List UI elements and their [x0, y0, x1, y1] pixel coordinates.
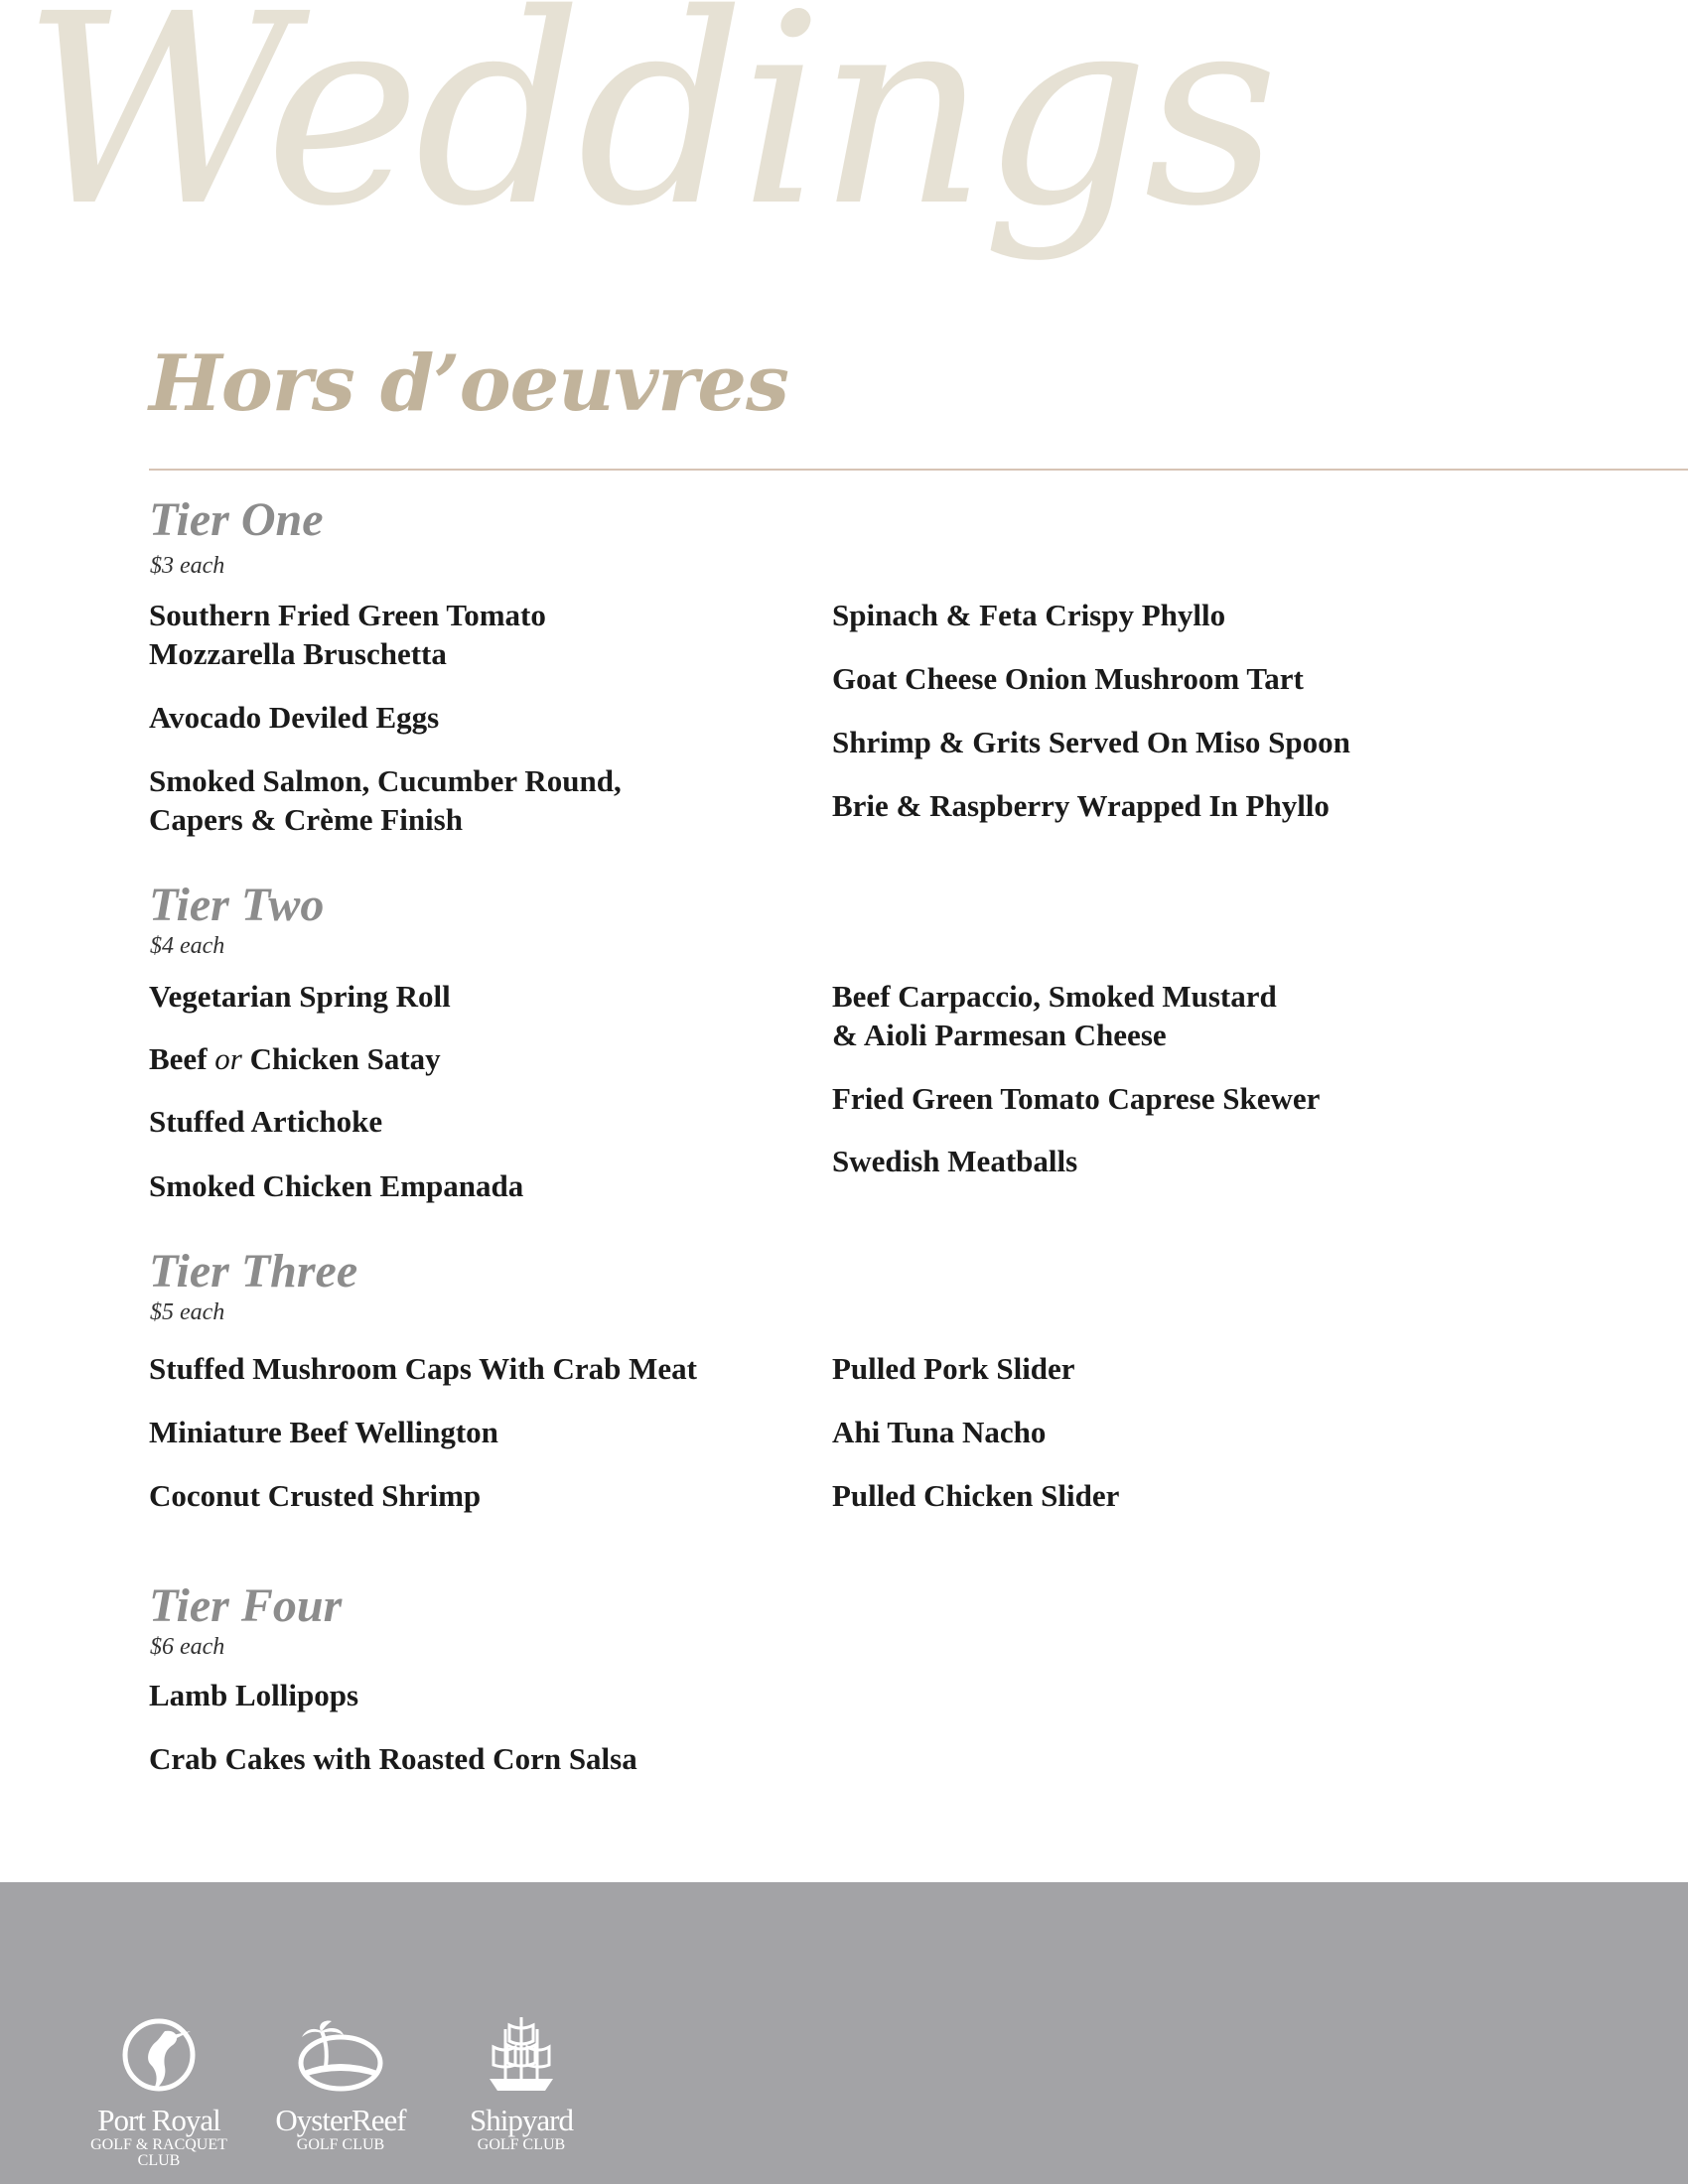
menu-item: Goat Cheese Onion Mushroom Tart	[832, 661, 1304, 696]
menu-item-conjunction: or	[214, 1041, 242, 1076]
menu-item-line: Capers & Crème Finish	[149, 802, 463, 837]
port-royal-logo	[74, 2011, 243, 2169]
palm-tree-icon	[296, 2011, 385, 2101]
logo-name: Port Royal	[97, 2103, 220, 2137]
menu-item: Coconut Crusted Shrimp	[149, 1478, 482, 1513]
menu-item: Stuffed Mushroom Caps With Crab Meat	[149, 1351, 698, 1386]
menu-item: Smoked Chicken Empanada	[149, 1168, 524, 1203]
tier-four-heading: Tier Four	[149, 1579, 343, 1632]
title-divider	[149, 469, 1688, 471]
heron-icon	[119, 2011, 199, 2101]
logo-name: Shipyard	[470, 2103, 573, 2137]
menu-item: Stuffed Artichoke	[149, 1104, 383, 1139]
menu-item: Vegetarian Spring Roll	[149, 979, 451, 1014]
logo-subtitle: GOLF CLUB	[477, 2136, 566, 2153]
tier-three-heading: Tier Three	[149, 1245, 358, 1297]
tier-four-price: $6 each	[150, 1634, 225, 1660]
menu-item: Spinach & Feta Crispy Phyllo	[832, 598, 1226, 632]
menu-item: Shrimp & Grits Served On Miso Spoon	[832, 725, 1350, 759]
menu-item-line: Avocado Deviled Eggs	[149, 700, 440, 735]
menu-item	[832, 977, 1277, 1054]
menu-item	[149, 698, 439, 737]
menu-item: Pulled Chicken Slider	[832, 1478, 1120, 1513]
footer-band	[0, 1882, 1688, 2184]
tier-two-price: $4 each	[150, 933, 225, 959]
menu-item-line: Smoked Salmon, Cucumber Round,	[149, 763, 622, 798]
menu-item-line: Mozzarella Bruschetta	[149, 636, 447, 671]
weddings-watermark: Weddings	[22, 0, 1273, 264]
menu-item	[149, 761, 622, 839]
menu-item: Fried Green Tomato Caprese Skewer	[832, 1081, 1321, 1116]
tier-three-price: $5 each	[150, 1299, 225, 1325]
menu-item: Lamb Lollipops	[149, 1678, 359, 1712]
oyster-reef-logo	[256, 2011, 425, 2153]
menu-item: Miniature Beef Wellington	[149, 1415, 498, 1449]
menu-item: Swedish Meatballs	[832, 1144, 1078, 1178]
menu-item-line: Beef Carpaccio, Smoked Mustard	[832, 979, 1277, 1014]
tier-one-heading: Tier One	[149, 493, 324, 546]
logo-subtitle: GOLF CLUB	[296, 2136, 385, 2153]
logo-subtitle: GOLF & RACQUET CLUB	[90, 2136, 227, 2169]
menu-item-part: Beef	[149, 1041, 215, 1076]
tier-one-price: $3 each	[150, 553, 225, 579]
menu-item	[149, 596, 546, 673]
menu-item: Brie & Raspberry Wrapped In Phyllo	[832, 788, 1330, 823]
menu-item-line: Southern Fried Green Tomato	[149, 598, 546, 632]
menu-item	[149, 1039, 441, 1078]
menu-item: Crab Cakes with Roasted Corn Salsa	[149, 1741, 637, 1776]
menu-item: Ahi Tuna Nacho	[832, 1415, 1047, 1449]
page-title: Hors d’oeuvres	[149, 339, 788, 429]
sailing-ship-icon	[482, 2011, 561, 2101]
menu-item-line: & Aioli Parmesan Cheese	[832, 1018, 1167, 1052]
menu-item-part: Chicken Satay	[241, 1041, 441, 1076]
logo-name: OysterReef	[275, 2103, 406, 2137]
tier-two-heading: Tier Two	[149, 879, 325, 931]
shipyard-logo	[437, 2011, 606, 2153]
menu-item: Pulled Pork Slider	[832, 1351, 1075, 1386]
